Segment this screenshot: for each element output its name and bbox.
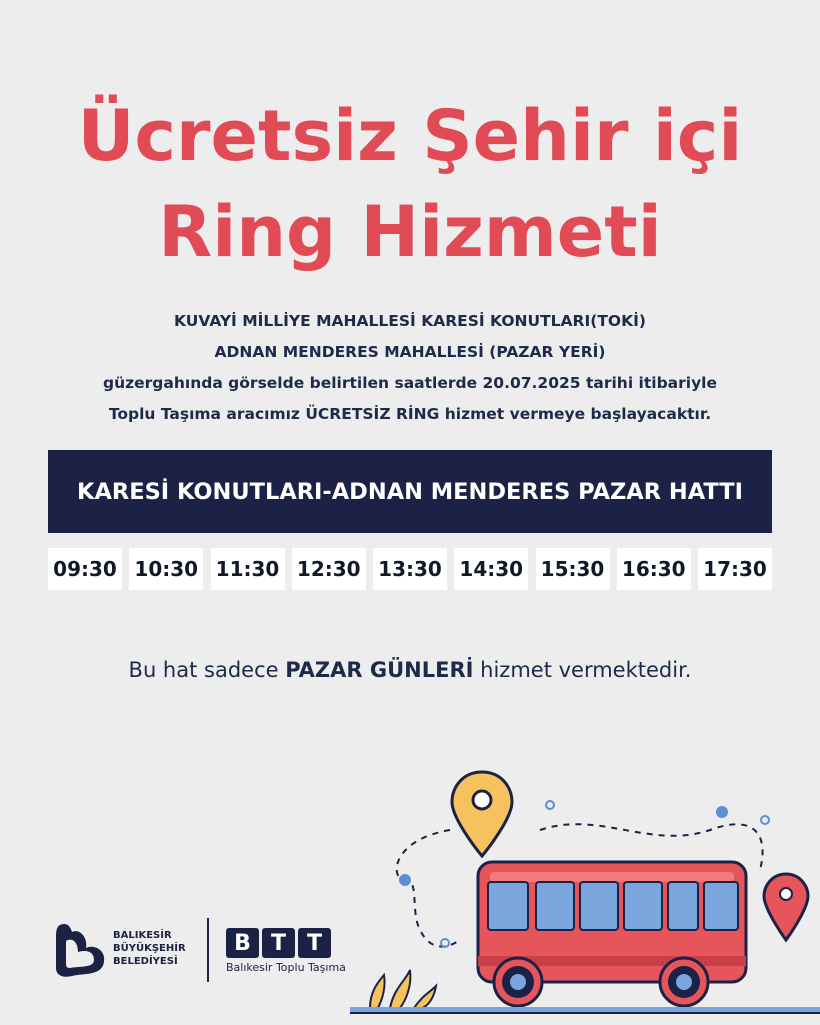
bus-illustration-icon xyxy=(350,760,820,1025)
intro-line-3: güzergahında görselde belirtilen saatlerde 20.07.2025 tarihi itibariyle xyxy=(102,374,718,392)
time-slot: 13:30 xyxy=(373,548,447,590)
route-title-banner: KARESİ KONUTLARI-ADNAN MENDERES PAZAR HATTI xyxy=(48,450,772,533)
note-prefix: Bu hat sadece xyxy=(128,658,286,682)
schedule-times xyxy=(48,548,772,590)
title-line-1: Ücretsiz Şehir içi xyxy=(77,95,743,177)
municipality-line-2: BÜYÜKŞEHİR xyxy=(113,943,186,954)
btt-subtitle: Balıkesir Toplu Taşıma xyxy=(226,961,346,974)
time-slot: 15:30 xyxy=(536,548,610,590)
municipality-name xyxy=(113,929,186,968)
municipality-line-3: BELEDİYESİ xyxy=(113,956,178,967)
time-slot: 10:30 xyxy=(129,548,203,590)
note-suffix: hizmet vermektedir. xyxy=(473,658,692,682)
intro-line-2: ADNAN MENDERES MAHALLESİ (PAZAR YERİ) xyxy=(214,343,606,361)
intro-text xyxy=(0,306,820,430)
btt-letter-t2: T xyxy=(298,928,331,958)
time-slot: 09:30 xyxy=(48,548,122,590)
title-line-2: Ring Hizmeti xyxy=(158,191,662,273)
municipality-logo-icon xyxy=(50,918,110,982)
btt-letter-b: B xyxy=(226,928,259,958)
time-slot: 14:30 xyxy=(454,548,528,590)
time-slot: 16:30 xyxy=(617,548,691,590)
btt-logo xyxy=(226,928,346,974)
municipality-line-1: BALIKESİR xyxy=(113,930,172,941)
intro-line-4: Toplu Taşıma aracımız ÜCRETSİZ RİNG hizmet vermeye başlayacaktır. xyxy=(108,405,712,423)
btt-letter-t1: T xyxy=(262,928,295,958)
time-slot: 17:30 xyxy=(698,548,772,590)
logo-divider xyxy=(207,918,209,982)
time-slot: 11:30 xyxy=(211,548,285,590)
service-day-note xyxy=(0,658,820,682)
note-bold: PAZAR GÜNLERİ xyxy=(285,658,474,682)
intro-line-1: KUVAYİ MİLLİYE MAHALLESİ KARESİ KONUTLARI(TOKİ) xyxy=(174,312,646,330)
page-title xyxy=(0,88,820,280)
time-slot: 12:30 xyxy=(292,548,366,590)
